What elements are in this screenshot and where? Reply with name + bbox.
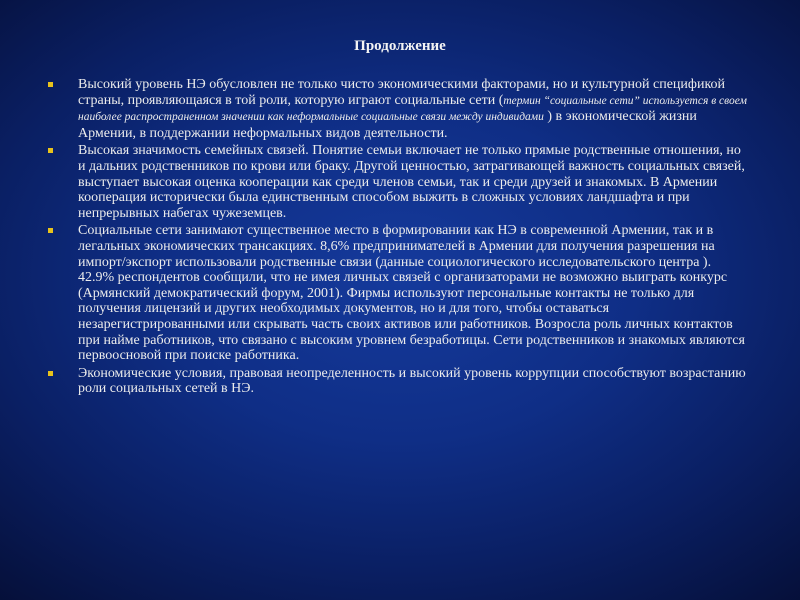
bullet-text-tail: ) в экономической жизни Армении, в поддержании неформальных видов деятельности. <box>78 109 697 141</box>
bullet-text: Экономические условия, правовая неопределенность и высокий уровень коррупции способствуют возрастанию роли социальных сетей в НЭ. <box>78 365 746 397</box>
square-bullet-icon <box>48 82 53 87</box>
bullet-item-4 <box>48 366 748 397</box>
bullet-item-3 <box>48 223 748 363</box>
bullet-text-italic: термин “социальные сети” используется в своем наиболее распространенном значении как неформальные социальные связи между индивидами <box>78 94 747 124</box>
bullet-text: Высокая значимость семейных связей. Понятие семьи включает не только прямые родственные отношения, но и дальних родственников по крови или браку. Другой ценностью, затрагивающей важность социальных связей, выступает высокая оценка кооперации как среди членов семьи, так и среди друзей и знакомых. В Армении кооперация исторически была единственным способом выжить в сложных условиях ландшафта и при непрерывных набегах чужеземцев. <box>78 143 745 221</box>
bullet-list <box>48 77 748 399</box>
bullet-item-1 <box>48 77 748 141</box>
square-bullet-icon <box>48 228 53 233</box>
bullet-text: Высокий уровень НЭ обусловлен не только чисто экономическими факторами, но и культурной спецификой страны, проявляющаяся в той роли, которую играют социальные сети ( <box>78 77 726 108</box>
square-bullet-icon <box>48 148 53 153</box>
bullet-item-2 <box>48 143 748 221</box>
square-bullet-icon <box>48 371 53 376</box>
bullet-text: Социальные сети занимают существенное место в формировании как НЭ в современной Армении, так и в легальных экономических трансакциях. 8,6% предпринимателей в Армении для получения разрешения на импорт/экспорт использовали родственные связи (данные социологического исследовательского центра ). 42.9% респондентов сообщили, что не имея личных связей с организаторами не возможно выиграть конкурс (Армянский демократический форум, 2001). Фирмы используют персональные контакты не только для получения лицензий и других необходимых документов, но и для того, чтобы оставаться незарегистрированными или скрывать часть своих активов или работников. Возросла роль личных контактов при найме работников, что связано с высоким уровнем безработицы. Сети родственников и знакомых являются первоосновой при поиске работника. <box>78 223 745 364</box>
slide-title: Продолжение <box>354 38 446 54</box>
